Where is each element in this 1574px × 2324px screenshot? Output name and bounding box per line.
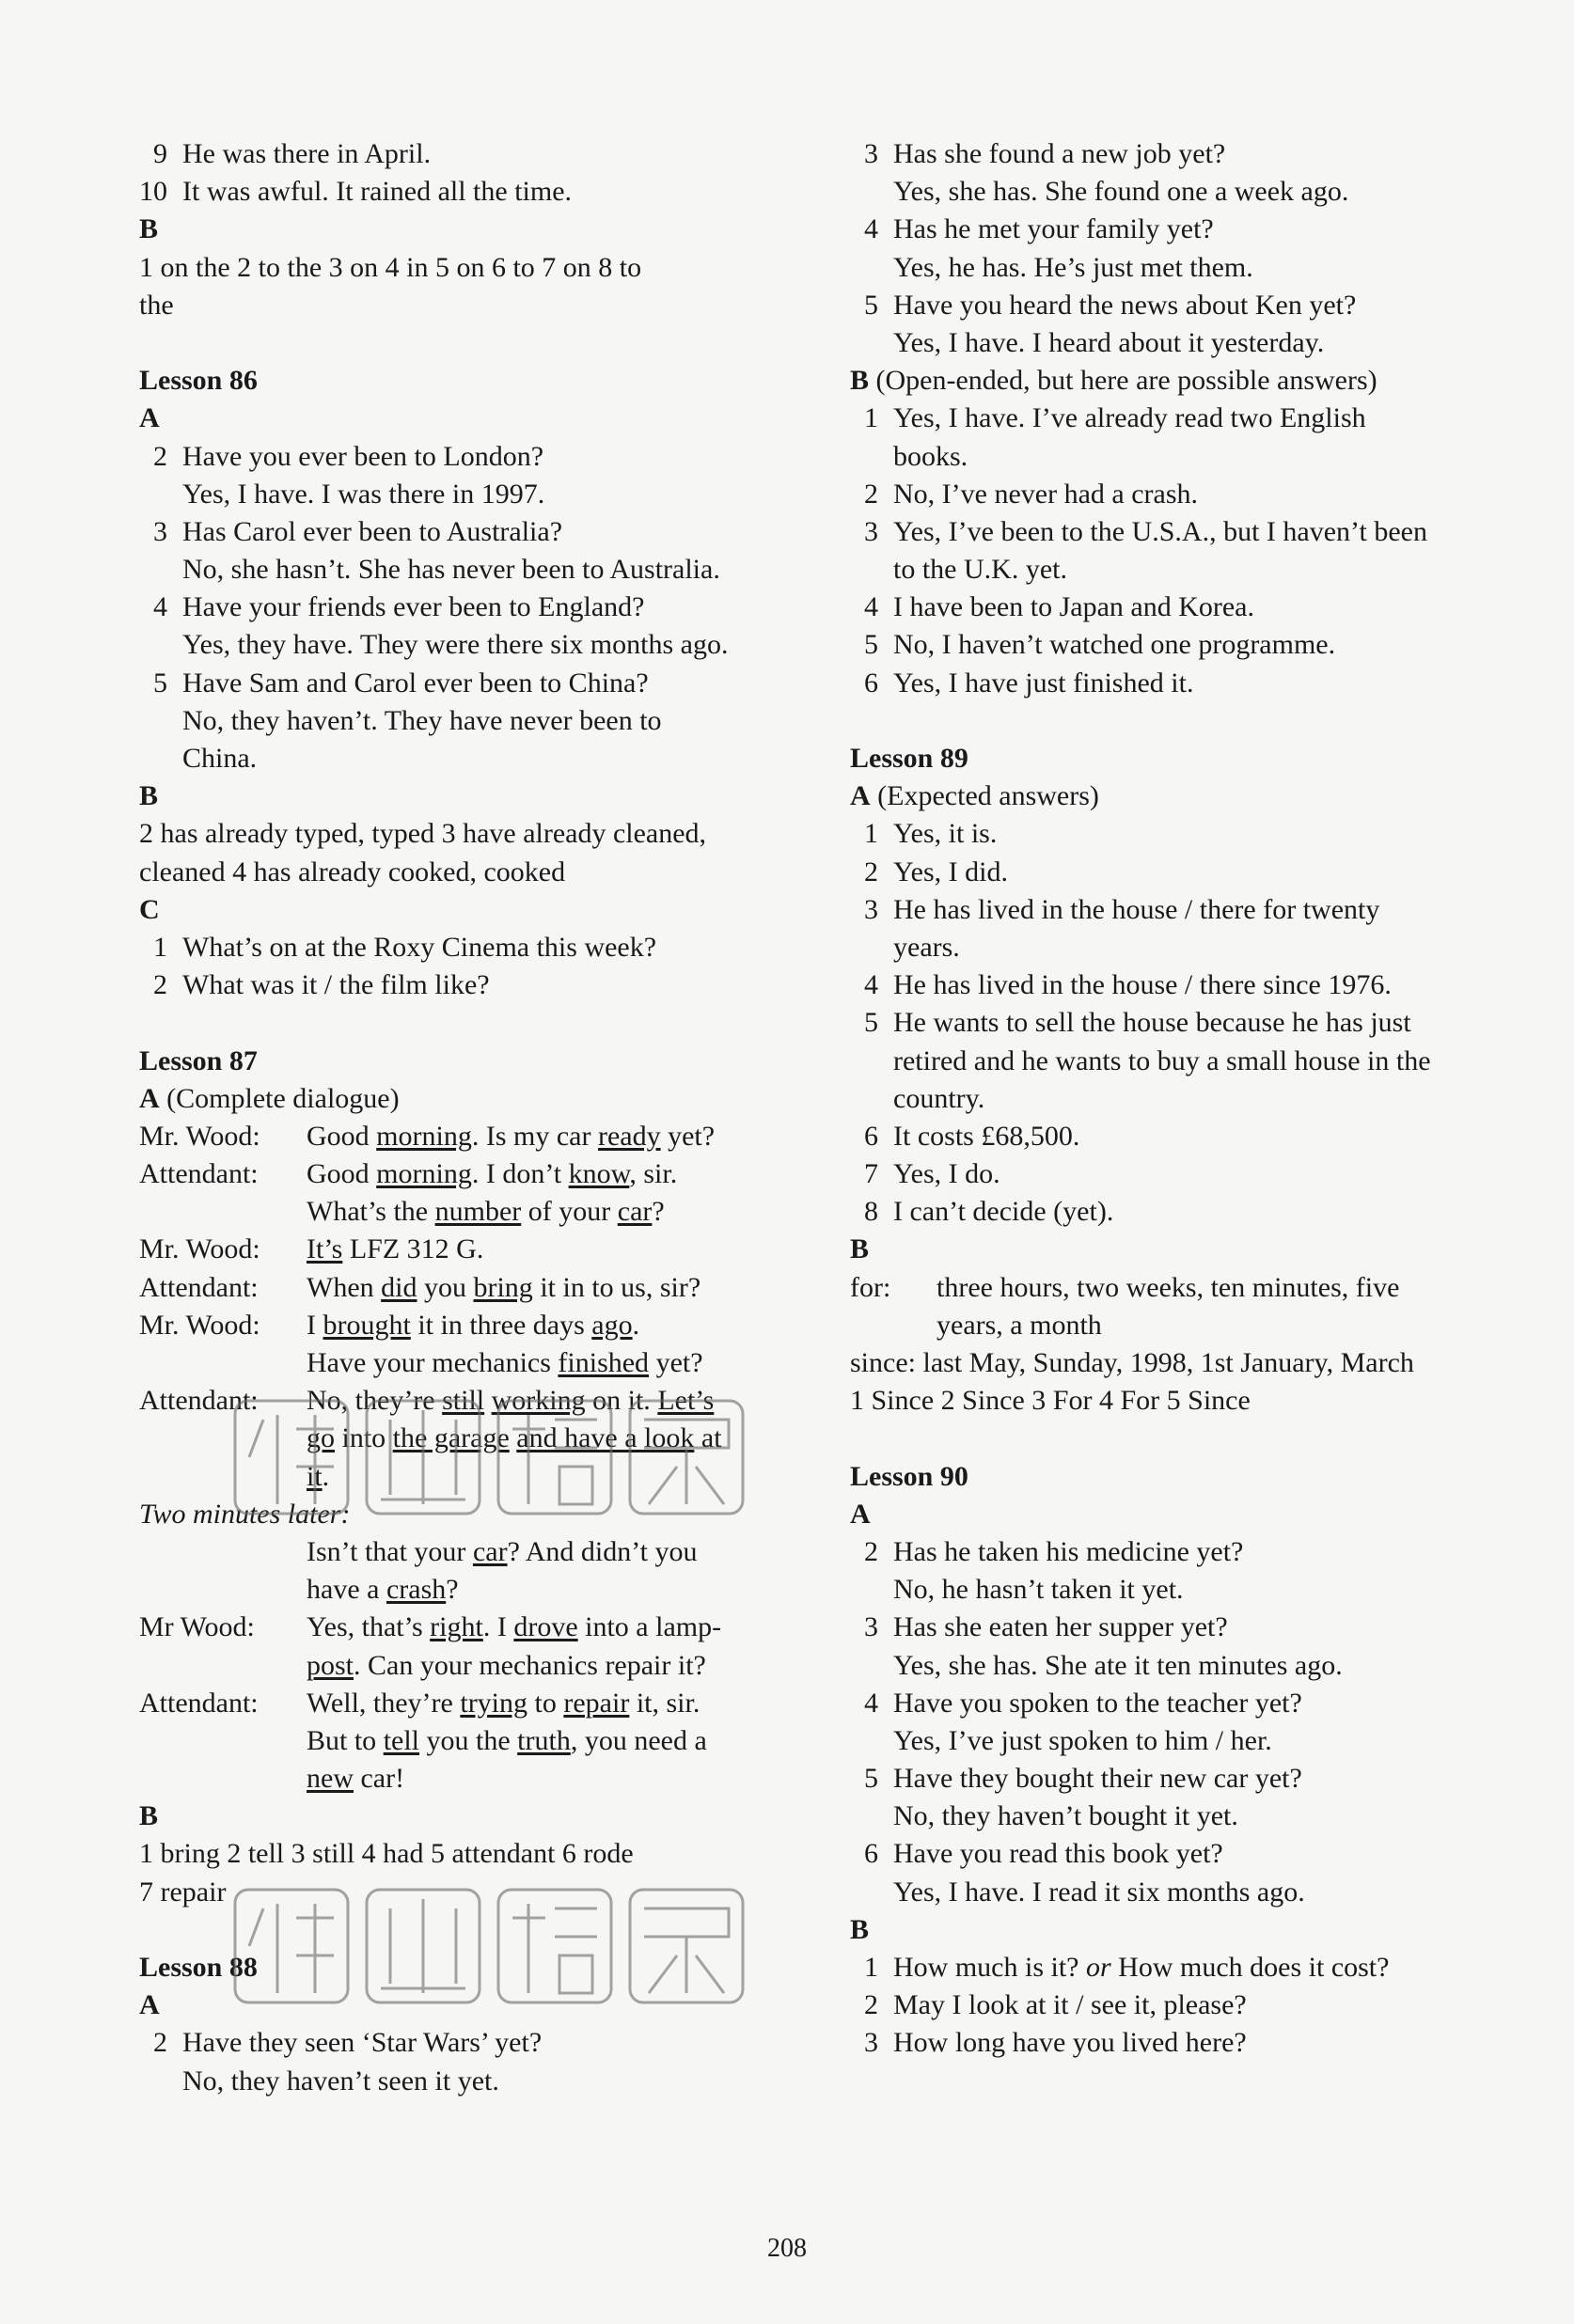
question: 5 Have you heard the news about Ken yet? (864, 289, 1357, 321)
speaker-label: Attendant: (139, 1271, 259, 1303)
list-item: 6 It costs £68,500. (864, 1120, 1080, 1152)
dialogue-line: What’s the number of your car? (307, 1196, 665, 1228)
list-item: 2 What was it / the film like? (153, 969, 490, 1001)
list-item-cont: retired and he wants to buy a small house in the (893, 1044, 1431, 1076)
question: 5 Have they bought their new car yet? (864, 1763, 1302, 1795)
section-label: C (139, 893, 160, 925)
section-label: B (139, 780, 159, 812)
left-column (139, 135, 816, 2100)
list-item-cont: country. (893, 1082, 985, 1114)
list-item: 6 Yes, I have just finished it. (864, 667, 1194, 699)
list-item: 2 May I look at it / see it, please? (864, 1989, 1247, 2021)
dialogue-line: Mr Wood: Yes, that’s right. I drove into a lamp- (139, 1609, 816, 1646)
question: 2 Has he taken his medicine yet? (864, 1535, 1244, 1567)
question: 4 Has he met your family yet? (864, 213, 1214, 245)
answer: China. (182, 743, 258, 774)
answer: Yes, I’ve just spoken to him / her. (893, 1724, 1272, 1756)
speaker-label: Attendant: (139, 1687, 259, 1719)
answer: Yes, I have. I heard about it yesterday. (893, 326, 1325, 358)
list-item: 3 Yes, I’ve been to the U.S.A., but I haven’t been (864, 515, 1427, 547)
answer: No, they haven’t seen it yet. (182, 2065, 499, 2096)
answer: Yes, I have. I read it six months ago. (893, 1876, 1305, 1908)
answer-line: cleaned 4 has already cooked, cooked (139, 856, 566, 887)
question: 6 Have you read this book yet? (864, 1838, 1223, 1870)
for-line-cont: years, a month (937, 1309, 1102, 1341)
question: 3 Has she eaten her supper yet? (864, 1611, 1228, 1643)
section-label: A (Complete dialogue) (139, 1082, 400, 1114)
list-item: 1 What’s on at the Roxy Cinema this week? (153, 931, 657, 963)
lesson-heading: Lesson 89 (850, 743, 968, 774)
section-label: B (Open-ended, but here are possible answers) (850, 365, 1377, 397)
dialogue-line: Isn’t that your car? And didn’t you (307, 1535, 698, 1567)
dialogue-line: Attendant: Good morning. I don’t know, sir. (139, 1155, 816, 1193)
dialogue-line: Mr. Wood: Good morning. Is my car ready yet? (139, 1118, 816, 1155)
list-item-cont: to the U.K. yet. (893, 554, 1067, 586)
section-label: B (850, 1233, 870, 1265)
page-number: 208 (767, 2234, 807, 2263)
list-item: 1 Yes, it is. (864, 818, 998, 850)
dialogue-line: go into the garage and have a look at (307, 1422, 722, 1454)
stage-direction: Two minutes later: (139, 1498, 351, 1530)
list-item: 9 He was there in April. (153, 138, 432, 169)
for-line: for: three hours, two weeks, ten minutes, five (850, 1271, 1400, 1303)
lesson-heading: Lesson 90 (850, 1460, 968, 1492)
list-item: 4 He has lived in the house / there since 1976. (864, 969, 1392, 1001)
answer-line: 1 on the 2 to the 3 on 4 in 5 on 6 to 7 on 8 to (139, 251, 642, 283)
lesson-heading: Lesson 88 (139, 1952, 258, 1983)
list-item: 10 It was awful. It rained all the time. (139, 176, 573, 208)
section-label: B (850, 1913, 870, 1945)
answer: No, they haven’t. They have never been to (182, 704, 662, 736)
list-item: 3 He has lived in the house / there for twenty (864, 893, 1380, 925)
list-item: 8 I can’t decide (yet). (864, 1196, 1114, 1228)
answer-line: 2 has already typed, typed 3 have already cleaned, (139, 818, 707, 850)
speaker-label: Attendant: (139, 1385, 259, 1417)
list-item-cont: years. (893, 931, 960, 963)
question: 4 Have you spoken to the teacher yet? (864, 1687, 1302, 1719)
answer-line: the (139, 289, 174, 321)
list-item: 2 No, I’ve never had a crash. (864, 478, 1199, 510)
question: 3 Has she found a new job yet? (864, 138, 1226, 169)
speaker-label: Mr. Wood: (139, 1120, 260, 1152)
dialogue-line: Attendant: No, they’re still working on it. Let’s (139, 1382, 816, 1420)
list-item-cont: books. (893, 440, 968, 472)
question: 4 Have your friends ever been to England? (153, 591, 645, 623)
question: 3 Has Carol ever been to Australia? (153, 515, 563, 547)
question: 2 Have you ever been to London? (153, 440, 544, 472)
answer: Yes, I have. I was there in 1997. (182, 478, 545, 510)
list-item: 1 Yes, I have. I’ve already read two English (864, 402, 1366, 434)
lesson-heading: Lesson 87 (139, 1044, 258, 1076)
dialogue-line: new car! (307, 1763, 405, 1795)
lesson-heading: Lesson 86 (139, 365, 258, 397)
dialogue-line: Attendant: Well, they’re trying to repair it, sir. (139, 1685, 816, 1722)
answer-line: 1 Since 2 Since 3 For 4 For 5 Since (850, 1385, 1251, 1417)
section-label: A (850, 1498, 871, 1530)
list-item: 2 Yes, I did. (864, 856, 1008, 887)
section-label: A (139, 1989, 160, 2021)
speaker-label: Attendant: (139, 1158, 259, 1190)
dialogue-line: But to tell you the truth, you need a (307, 1724, 707, 1756)
dialogue-line: Have your mechanics finished yet? (307, 1347, 703, 1378)
answer-line: 7 repair (139, 1876, 227, 1908)
list-item: 5 He wants to sell the house because he has just (864, 1007, 1411, 1039)
list-item: 3 How long have you lived here? (864, 2027, 1247, 2059)
dialogue-line: it. (307, 1460, 330, 1492)
dialogue-line: Mr. Wood: I brought it in three days ago. (139, 1307, 816, 1344)
since-line: since: last May, Sunday, 1998, 1st January, March (850, 1347, 1414, 1378)
question: 2 Have they seen ‘Star Wars’ yet? (153, 2027, 543, 2059)
dialogue-line: have a crash? (307, 1574, 459, 1606)
section-label: B (139, 1800, 159, 1832)
question: 5 Have Sam and Carol ever been to China? (153, 667, 649, 699)
speaker-label: Mr. Wood: (139, 1309, 260, 1341)
dialogue-line: Attendant: When did you bring it in to us, sir? (139, 1269, 816, 1307)
list-item: 1 How much is it? or How much does it cost? (864, 1952, 1390, 1983)
list-item: 4 I have been to Japan and Korea. (864, 591, 1254, 623)
dialogue-line: Mr. Wood: It’s LFZ 312 G. (139, 1231, 816, 1268)
section-label: A (139, 402, 160, 434)
answer: Yes, he has. He’s just met them. (893, 251, 1253, 283)
section-label: A (Expected answers) (850, 780, 1099, 812)
answer: Yes, they have. They were there six months ago. (182, 629, 729, 661)
dialogue-line: post. Can your mechanics repair it? (307, 1649, 706, 1681)
answer: No, she hasn’t. She has never been to Australia. (182, 554, 720, 586)
answer: No, he hasn’t taken it yet. (893, 1574, 1184, 1606)
answer: Yes, she has. She ate it ten minutes ago. (893, 1649, 1343, 1681)
answer: No, they haven’t bought it yet. (893, 1800, 1238, 1832)
list-item: 7 Yes, I do. (864, 1158, 1000, 1190)
list-item: 5 No, I haven’t watched one programme. (864, 629, 1336, 661)
answer: Yes, she has. She found one a week ago. (893, 176, 1349, 208)
answer-line: 1 bring 2 tell 3 still 4 had 5 attendant 6 rode (139, 1838, 634, 1870)
speaker-label: Mr. Wood: (139, 1233, 260, 1265)
right-column (850, 135, 1527, 2063)
speaker-label: Mr Wood: (139, 1611, 255, 1643)
section-label: B (139, 213, 159, 245)
